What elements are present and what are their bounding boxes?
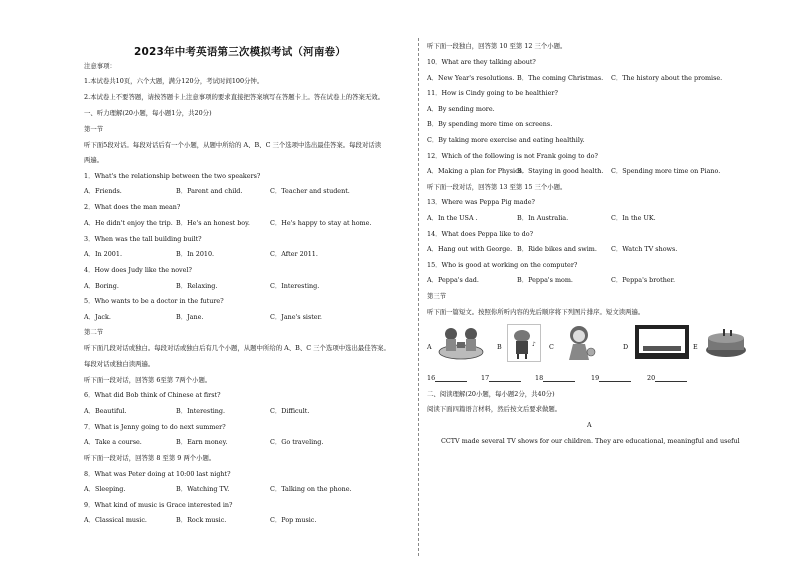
picture-a-children-at-table: [435, 322, 487, 362]
q13-option-a: A．In the USA .: [427, 214, 478, 222]
q1-option-b: B．Parent and child.: [176, 187, 243, 195]
q6-option-a: A．Beautiful.: [84, 407, 127, 415]
question-3: 3．When was the tall building built?: [84, 235, 202, 243]
blank-number: 18: [535, 374, 544, 382]
q13-option-b: B．In Australia.: [517, 214, 569, 222]
part-1-label: 第一节: [84, 125, 104, 133]
q3-option-b: B．In 2010.: [176, 250, 215, 258]
q14-option-b: B．Ride bikes and swim.: [517, 245, 597, 253]
q4-option-b: B．Relaxing.: [176, 282, 218, 290]
q15-option-b: B．Peppa's mom.: [517, 276, 573, 284]
question-5: 5．Who wants to be a doctor in the future?: [84, 297, 224, 305]
listen-instruction-10-12: 听下面一段独白，回答第 10 至第 12 三个小题。: [427, 42, 567, 50]
q10-option-b: B．The coming Christmas.: [517, 74, 604, 82]
pic-letter-c: C: [549, 343, 554, 351]
q15-option-a: A．Peppa's dad.: [427, 276, 479, 284]
q3-option-c: C．After 2011.: [270, 250, 318, 258]
q12-option-b: B．Staying in good health.: [517, 167, 604, 175]
answer-blank-17[interactable]: [481, 374, 521, 382]
q1-option-c: C．Teacher and student.: [270, 187, 350, 195]
question-7: 7．What is Jenny going to do next summer?: [84, 423, 226, 431]
section-2-heading: 二、阅读理解(20小题，每小题2分，共40分): [427, 390, 555, 398]
blank-number: 19: [591, 374, 600, 382]
part-1-instructions-cont: 两遍。: [84, 156, 104, 164]
part-3-label: 第三节: [427, 292, 447, 300]
q8-option-c: C．Talking on the phone.: [270, 485, 352, 493]
answer-blank-20[interactable]: [647, 374, 687, 382]
answer-blank-19[interactable]: [591, 374, 631, 382]
q8-option-a: A．Sleeping.: [84, 485, 126, 493]
q11-option-c: C．By taking more exercise and eating healthily.: [427, 136, 585, 144]
question-13: 13．Where was Peppa Pig made?: [427, 198, 535, 206]
q15-option-c: C．Peppa's brother.: [611, 276, 675, 284]
note-2: 2.本试卷上不要答题，请按答题卡上注意事项的要求直接把答案填写在答题卡上。答在试卷上的答案无效。: [84, 93, 385, 101]
q5-option-b: B．Jane.: [176, 313, 204, 321]
q2-option-a: A．He didn't enjoy the trip.: [84, 219, 173, 227]
pic-letter-a: A: [427, 343, 432, 351]
q9-option-a: A．Classical music.: [84, 516, 147, 524]
q2-option-b: B．He's an honest boy.: [176, 219, 250, 227]
question-11: 11．How is Cindy going to be healthier?: [427, 89, 558, 97]
column-divider: [418, 38, 419, 556]
q11-option-a: A．By sending more.: [427, 105, 495, 113]
question-12: 12．Which of the following is not Frank going to do?: [427, 152, 598, 160]
q12-option-a: A．Making a plan for Physics.: [427, 167, 524, 175]
q13-option-c: C．In the UK.: [611, 214, 656, 222]
q14-option-c: C．Watch TV shows.: [611, 245, 678, 253]
question-1: 1．What's the relationship between the two speakers?: [84, 172, 261, 180]
pic-letter-d: D: [623, 343, 629, 351]
q6-option-c: C．Difficult.: [270, 407, 310, 415]
q8-option-b: B．Watching TV.: [176, 485, 230, 493]
q9-option-c: C．Pop music.: [270, 516, 317, 524]
part-2-instructions-cont: 每段对话或独白读两遍。: [84, 360, 155, 368]
passage-first-line: CCTV made several TV shows for our children. They are educational, meaningful and useful: [441, 437, 740, 445]
q10-option-c: C．The history about the promise.: [611, 74, 723, 82]
listen-instruction-8-9: 听下面一段对话，回答第 8 至第 9 两个小题。: [84, 454, 216, 462]
passage-letter: A: [587, 421, 592, 429]
q9-option-b: B．Rock music.: [176, 516, 227, 524]
q2-option-c: C．He's happy to stay at home.: [270, 219, 372, 227]
q11-option-b: B．By spending more time on screens.: [427, 120, 553, 128]
q7-option-b: B．Earn money.: [176, 438, 228, 446]
q7-option-a: A．Take a course.: [84, 438, 142, 446]
q4-option-c: C．Interesting.: [270, 282, 320, 290]
q5-option-a: A．Jack.: [84, 313, 111, 321]
part-1-instructions: 听下面5段对话。每段对话后有一个小题，从题中所给的 A、B、C 三个选项中选出最佳答案。每段对话读: [84, 141, 382, 149]
question-10: 10．What are they talking about?: [427, 58, 536, 66]
question-9: 9．What kind of music is Grace interested in?: [84, 501, 233, 509]
section-1-heading: 一、听力理解(20小题，每小题1分，共20分): [84, 109, 212, 117]
listen-instruction-13-15: 听下面一段对话，回答第 13 至第 15 三个小题。: [427, 183, 567, 191]
part-2-instructions: 听下面几段对话或独白。每段对话或独白后有几个小题，从题中所给的 A、B、C 三个选项中选出最佳答案。: [84, 344, 390, 352]
blank-number: 16: [427, 374, 436, 382]
q14-option-a: A．Hang out with George.: [427, 245, 513, 253]
q6-option-b: B．Interesting.: [176, 407, 226, 415]
note-1: 1.本试卷共10页，六个大题，满分120分，考试时间100分钟。: [84, 77, 264, 85]
q5-option-c: C．Jane's sister.: [270, 313, 322, 321]
svg-text:♪: ♪: [532, 341, 536, 348]
question-14: 14．What does Peppa like to do?: [427, 230, 534, 238]
q7-option-c: C．Go traveling.: [270, 438, 324, 446]
q10-option-a: A．New Year's resolutions.: [427, 74, 515, 82]
page-title: 2023年中考英语第三次模拟考试（河南卷）: [134, 46, 346, 58]
section-2-instructions: 阅读下面四篇语言材料，然后按文后要求做题。: [427, 405, 562, 413]
picture-d-tv-screen: [633, 322, 691, 362]
q12-option-c: C．Spending more time on Piano.: [611, 167, 721, 175]
question-2: 2．What does the man mean?: [84, 203, 181, 211]
part-2-label: 第二节: [84, 328, 104, 336]
notes-heading: 注意事项：: [84, 62, 116, 70]
picture-c-girl-character: [559, 322, 599, 362]
listen-instruction-6-7: 听下面一段对话，回答第 6至第 7两个小题。: [84, 376, 212, 384]
blank-number: 17: [481, 374, 490, 382]
q3-option-a: A．In 2001.: [84, 250, 122, 258]
pic-letter-e: E: [693, 343, 698, 351]
part-3-instructions: 听下面一篇短文。按照你所听内容的先后顺序将下列图片排序。短文读两遍。: [427, 308, 645, 316]
q1-option-a: A．Friends.: [84, 187, 122, 195]
question-8: 8．What was Peter doing at 10:00 last night?: [84, 470, 231, 478]
answer-blank-16[interactable]: [427, 374, 467, 382]
pic-letter-b: B: [497, 343, 502, 351]
question-15: 15．Who is good at working on the computer?: [427, 261, 578, 269]
question-4: 4．How does Judy like the novel?: [84, 266, 192, 274]
q4-option-a: A．Boring.: [84, 282, 119, 290]
question-6: 6．What did Bob think of Chinese at first?: [84, 391, 221, 399]
picture-b-pig-character: [507, 324, 541, 362]
blank-number: 20: [647, 374, 656, 382]
picture-e-cake: [703, 326, 749, 360]
answer-blank-18[interactable]: [535, 374, 575, 382]
